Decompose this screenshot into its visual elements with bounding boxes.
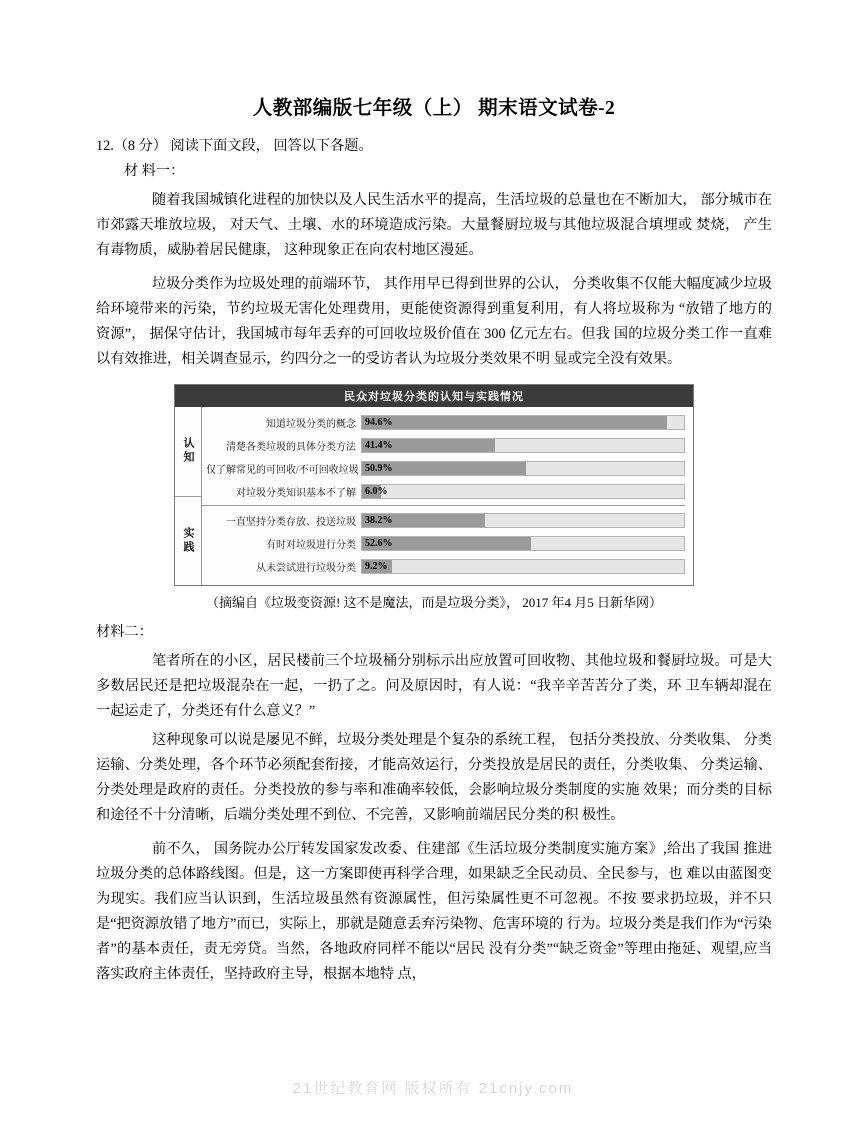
chart-bar-value: 52.6%	[365, 538, 393, 549]
material1-label: 材 料一：	[124, 163, 185, 179]
chart-group-label-cognition: 认知	[175, 407, 201, 497]
chart-bar-value: 9.2%	[365, 561, 388, 572]
question-stem: 阅读下面文段， 回答以下各题。	[170, 138, 373, 154]
chart-bar-value: 6.0%	[365, 486, 388, 497]
chart-row-label: 从未尝试进行垃圾分类	[256, 563, 356, 574]
chart-row	[206, 435, 685, 456]
material2-paragraph-3: 前不久， 国务院办公厅转发国家发改委、住建部《生活垃圾分类制度实施方案》,给出了我国 推进垃圾分类的总体路线图。但是，这一方案即使再科学合理，如果缺乏全民动员、全民参与，也 难以由蓝图变为现实。我们应当认识到，生活垃圾虽然有资源属性，但污染属性更不可忽视。不按 要求扔垃圾，并不只是“把资源放错了地方”而已，实际上，那就是随意丢弃污染物、危害环境的 行为。垃圾分类是我们作为“污染者”的基本责任，责无旁贷。当然，各地政府同样不能以“居民 没有分类”“缺乏资金”等理由拖延、观望,应当落实政府主体责任，坚持政府主导，根据本地特 点，	[96, 841, 772, 982]
chart-bar-track	[361, 438, 685, 453]
chart-row	[206, 458, 685, 479]
chart-group-label-practice: 实践	[182, 526, 194, 555]
chart-bar-track	[361, 536, 685, 551]
chart-row-label: 有时对垃圾进行分类	[266, 540, 356, 551]
chart-group-labels	[175, 407, 202, 585]
chart-bar-fill	[362, 416, 667, 429]
material2-paragraph-2: 这种现象可以说是屡见不鲜，垃圾分类处理是个复杂的系统工程， 包括分类投放、分类收集、 分类运输、分类处理，各个环节必须配套衔接，才能高效运行，分类投放是居民的责任，分类收集、 分类运输、分类处理是政府的责任。分类投放的参与率和准确率较低，会影响垃圾分类制度的实施 效果；而分类的目标和途径不十分清晰，后端分类处理不到位、不完善，又影响前端居民分类的积 极性。	[96, 732, 772, 823]
figure-source: （摘编自《垃圾变资源! 这不是魔法，而是垃圾分类》， 2017 年4 月5 日新华网）	[205, 595, 663, 610]
chart-bar-value: 38.2%	[365, 515, 393, 526]
chart-group-divider	[202, 505, 685, 506]
chart	[174, 384, 694, 586]
chart-row-label: 知道垃圾分类的概念	[266, 419, 356, 430]
chart-bar-track	[361, 461, 685, 476]
material1-paragraph-1: 随着我国城镇化进程的加快以及人民生活水平的提高，生活垃圾的总量也在不断加大， 部分城市在市郊露天堆放垃圾， 对天气、土壤、水的环境造成污染。大量餐厨垃圾与其他垃圾混合填埋或 焚烧， 产生有毒物质，威胁着居民健康， 这种现象正在向农村地区漫延。	[96, 192, 772, 258]
question-score: （8 分）	[113, 138, 167, 154]
chart-bar-track	[361, 513, 685, 528]
chart-row-label: 仅了解常见的可回收/不可回收垃圾	[206, 465, 359, 476]
chart-bar-track	[361, 484, 685, 499]
watermark: 21世纪教育网 版权所有 21cnjy.com	[292, 1080, 574, 1097]
chart-row-label: 对垃圾分类知识基本不了解	[236, 488, 356, 499]
material2-label: 材料二：	[96, 624, 153, 640]
chart-row	[206, 510, 685, 531]
figure-chart	[96, 384, 772, 586]
question-number: 12.	[96, 138, 114, 154]
material2-paragraph-1: 笔者所在的小区，居民楼前三个垃圾桶分别标示出应放置可回收物、其他垃圾和餐厨垃圾。可是大多数居民还是把垃圾混杂在一起，一扔了之。问及原因时，有人说：“我辛辛苦苦分了类，环 卫车辆却混在一起运走了，分类还有什么意义？”	[96, 653, 772, 719]
chart-title: 民众对垃圾分类的认知与实践情况	[175, 385, 693, 407]
chart-bar-value: 50.9%	[365, 463, 393, 474]
document-content	[96, 92, 772, 987]
chart-bar-track	[361, 559, 685, 574]
chart-row	[206, 533, 685, 554]
chart-row	[206, 556, 685, 577]
chart-row-label: 清楚各类垃圾的具体分类方法	[226, 442, 356, 453]
chart-row	[206, 412, 685, 433]
chart-bar-value: 94.6%	[365, 417, 393, 428]
chart-bar-value: 41.4%	[365, 440, 393, 451]
question-line	[96, 134, 772, 159]
chart-rows	[202, 407, 693, 585]
chart-row-label: 一直坚持分类存放、投送垃圾	[226, 517, 356, 528]
chart-row	[206, 481, 685, 502]
material1-paragraph-2: 垃圾分类作为垃圾处理的前端环节， 其作用早已得到世界的公认， 分类收集不仅能大幅度减少垃圾给环境带来的污染，节约垃圾无害化处理费用，更能使资源得到重复利用，有人将垃圾称为 “放错了地方的资源”， 据保守估计，我国城市每年丢弃的可回收垃圾价值在 300 亿元左右。但我 国的垃圾分类工作一直难以有效推进，相关调查显示，约四分之一的受访者认为垃圾分类效果不明 显或完全没有效果。	[96, 276, 772, 367]
chart-bar-track	[361, 415, 685, 430]
page-title: 人教部编版七年级（上） 期末语文试卷-2	[252, 98, 616, 119]
